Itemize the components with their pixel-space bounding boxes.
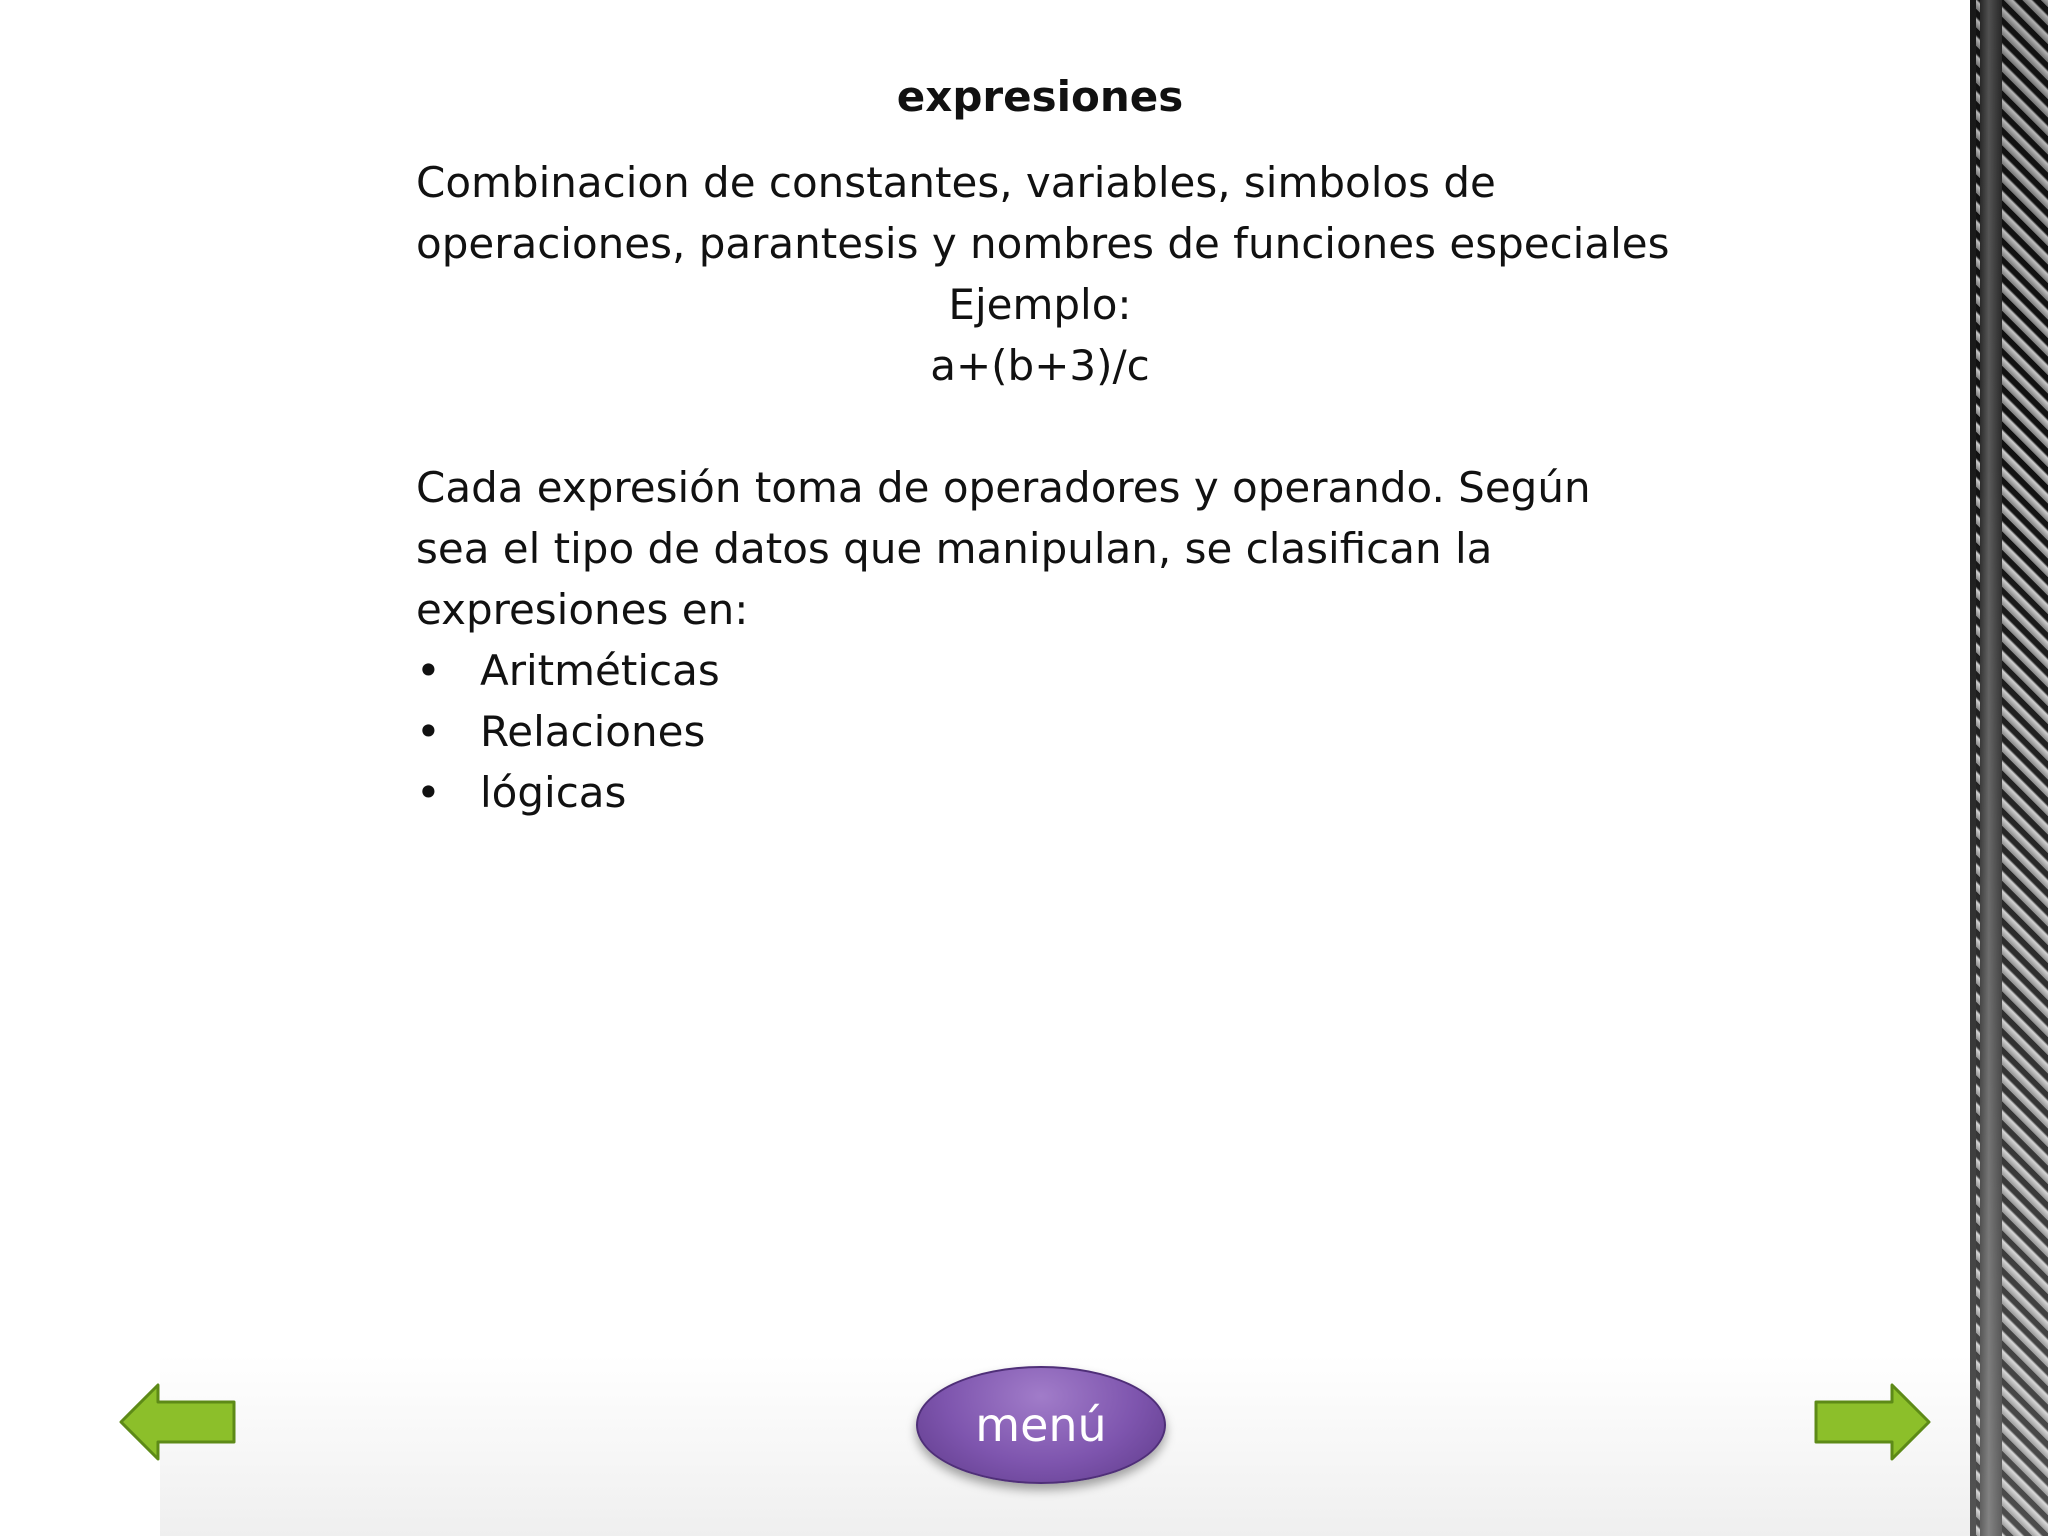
menu-button[interactable] (916, 1366, 1166, 1484)
bullet-text: Aritméticas (480, 646, 720, 695)
bullet-icon: • (416, 707, 441, 756)
example-expression: a+(b+3)/c (930, 341, 1150, 390)
next-slide-button[interactable] (1812, 1382, 1932, 1462)
spacer (416, 396, 1676, 457)
definition-line-1: Combinacion de constantes, variables, simbolos de (416, 158, 1496, 207)
decorative-edge-fade (1970, 0, 2048, 1536)
definition-line-2: operaciones, parantesis y nombres de funciones especiales (416, 219, 1670, 268)
prev-slide-button[interactable] (118, 1382, 238, 1462)
classification-text: Cada expresión toma de operadores y operando. Según sea el tipo de datos que manipulan, se clasifican la expresiones en: (416, 463, 1591, 634)
left-arrow-icon (118, 1382, 238, 1462)
menu-label: menú (975, 1398, 1107, 1452)
bullet-icon: • (416, 768, 441, 817)
bullet-icon: • (416, 646, 441, 695)
slide-content (416, 152, 1676, 823)
list-item (416, 640, 1676, 701)
example-label: Ejemplo: (948, 280, 1132, 329)
bullet-text: lógicas (480, 768, 627, 817)
list-item (416, 762, 1676, 823)
slide-title: expresiones (896, 72, 1184, 121)
right-arrow-icon (1812, 1382, 1932, 1462)
bullet-text: Relaciones (480, 707, 706, 756)
list-item (416, 701, 1676, 762)
